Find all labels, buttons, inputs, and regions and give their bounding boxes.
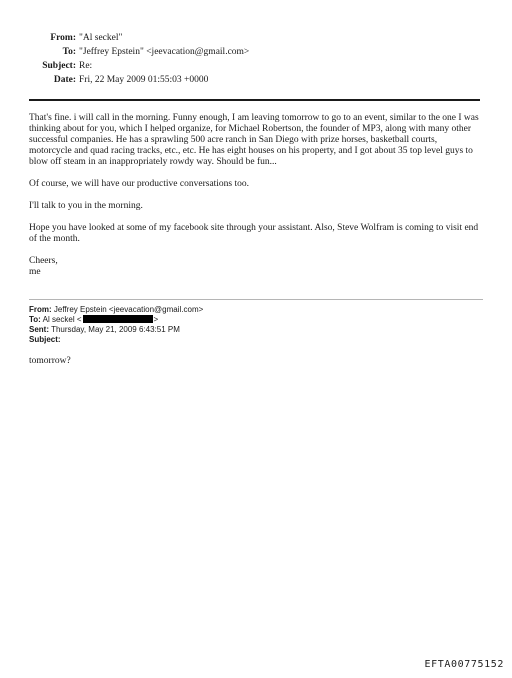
- quoted-from-row: [29, 305, 481, 315]
- body-paragraph: Hope you have looked at some of my facebook site through your assistant. Also, Steve Wolfram is coming to visit end of the month.: [29, 223, 479, 244]
- from-label: From:: [50, 33, 76, 43]
- quoted-sent-value: Thursday, May 21, 2009 6:43:51 PM: [51, 325, 180, 334]
- body-paragraph: I'll talk to you in the morning.: [29, 201, 143, 211]
- body-paragraph: Of course, we will have our productive conversations too.: [29, 179, 250, 189]
- header-subject-row: [0, 59, 512, 73]
- email-header: [0, 31, 512, 87]
- email-body: [29, 113, 481, 278]
- header-divider: [29, 99, 480, 101]
- quoted-body: tomorrow?: [29, 356, 71, 366]
- quoted-to-suffix: >: [153, 315, 159, 324]
- quoted-to-row: [29, 315, 481, 325]
- quoted-subject-row: [29, 335, 481, 345]
- subject-value: Re:: [79, 61, 93, 71]
- header-date-row: [0, 73, 512, 87]
- quoted-subject-label: Subject:: [29, 335, 61, 344]
- quoted-sent-row: [29, 325, 481, 335]
- header-from-row: [0, 31, 512, 45]
- quoted-to-prefix: Al seckel <: [42, 315, 82, 324]
- date-label: Date:: [53, 75, 76, 85]
- header-to-row: [0, 45, 512, 59]
- to-value: "Jeffrey Epstein" <jeevacation@gmail.com>: [79, 47, 250, 57]
- redaction-block: [83, 315, 153, 323]
- quoted-to-label: To:: [29, 315, 41, 324]
- from-value: "Al seckel": [79, 33, 123, 43]
- date-value: Fri, 22 May 2009 01:55:03 +0000: [79, 75, 209, 85]
- quoted-from-value: Jeffrey Epstein <jeevacation@gmail.com>: [53, 305, 204, 314]
- to-label: To:: [62, 47, 76, 57]
- quoted-from-label: From:: [29, 305, 52, 314]
- quoted-sent-label: Sent:: [29, 325, 49, 334]
- quoted-divider: [29, 299, 483, 300]
- quoted-header: [29, 305, 481, 345]
- body-paragraph: That's fine. i will call in the morning. Funny enough, I am leaving tomorrow to go to an event, similar to the one I was thinking about for you, which I helped organize, for Michael Robertson, the founder of MP3, along with many other successful companies. He has a sprawling 500 acre ranch in San Diego with prize horses, basketball courts, motorcycle and quad racing tracks, etc., etc. He has eight houses on his property, and I got about 35 top level guys to blow off steam in an inappropriately rowdy way. Should be fun...: [29, 113, 479, 167]
- closing: Cheers,: [29, 256, 58, 266]
- signature: me: [29, 267, 41, 277]
- document-id-stamp: EFTA00775152: [424, 659, 504, 670]
- subject-label: Subject:: [42, 61, 76, 71]
